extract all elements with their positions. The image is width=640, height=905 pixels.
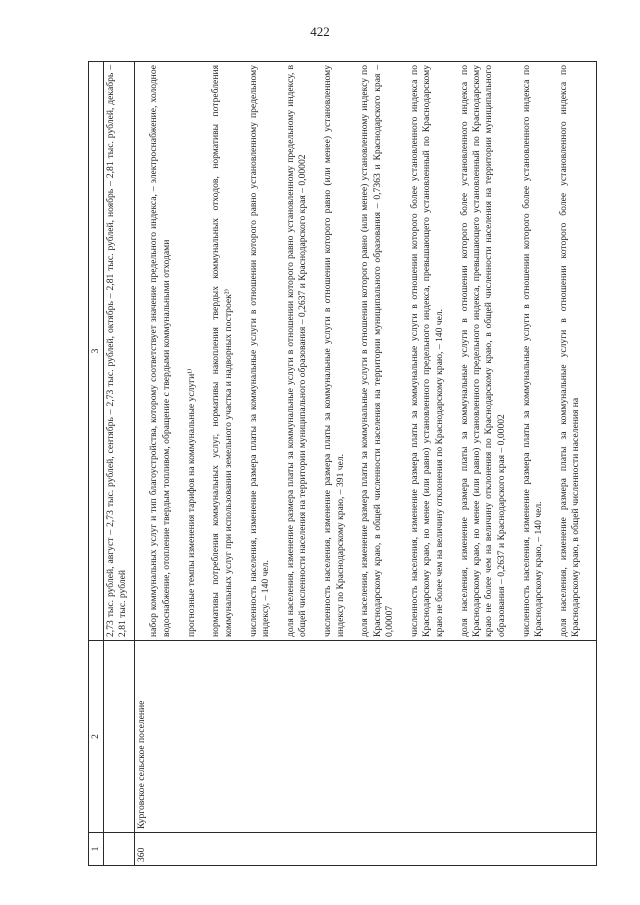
table-row xyxy=(135,62,597,866)
continuation-empty-1 xyxy=(104,833,135,866)
settlement-name: Курговское сельское поселение xyxy=(135,641,597,833)
description-paragraph: доля населения, изменение размера платы за коммунальные услуги в отношении которого более установленного индекса по Краснодарскому краю, в общей численности населения на xyxy=(557,65,582,637)
description-paragraph: доля населения, изменение размера платы за коммунальные услуги в отношении которого равно установленному предельному индексу, в общей численности населения на территории муниципального образования – 0,2637 и Краснодарского края – 0,00002 xyxy=(284,65,309,637)
description-paragraph: прогнозные темпы изменения тарифов на коммунальные услуги¹⁾ xyxy=(185,368,197,637)
description-paragraph: численность населения, изменение размера платы за коммунальные услуги в отношении которого равно (или менее) установленному индексу по Краснодарскому краю, – 391 чел. xyxy=(322,65,346,637)
header-col-2: 2 xyxy=(89,641,104,833)
description-paragraph: набор коммунальных услуг и тип благоустройства, которому соответствует значение предельного индекса, – электроснабжение, холодное водоснабжение, отопление твердым топливом, обращение с твердыми коммунальными отходами xyxy=(148,65,172,637)
description-paragraph: нормативы потребления коммунальных услуг, нормативы накопления твердых коммунальных отходов, нормативы потребления коммунальных услуг при использовании земельного участка и надворных построек²⁾ xyxy=(210,65,234,637)
header-col-3: 3 xyxy=(89,62,104,641)
table-row-continuation xyxy=(104,62,135,866)
page-number: 422 xyxy=(310,24,330,39)
continuation-empty-2 xyxy=(104,641,135,833)
table-header-row xyxy=(89,62,104,866)
description-paragraph: численность населения, изменение размера платы за коммунальные услуги в отношении которого более установленного индекса по Краснодарскому краю, но менее (или равно) установленного предельного индекса, превышающего установленный по Краснодарскому краю не более чем на величину отклонения по Краснодарскому краю, – 140 чел. xyxy=(408,65,445,637)
description-paragraph: доля населения, изменение размера платы за коммунальные услуги в отношении которого равно (или менее) установленному индексу по Краснодарскому краю, в общей численности населения на территории муниципального образования – 0,7363 и Краснодарского края – 0,00007 xyxy=(359,65,396,637)
data-table xyxy=(88,61,597,866)
row-description xyxy=(135,62,597,641)
continuation-text: 2,73 тыс. рублей, август – 2,73 тыс. рублей, сентябрь – 2,73 тыс. рублей, октябрь – 2,81 тыс. рублей, ноябрь – 2,81 тыс. рублей, декабрь – 2,81 тыс. рублей xyxy=(104,62,135,641)
header-col-1: 1 xyxy=(89,833,104,866)
rotated-table-container xyxy=(88,62,582,866)
description-paragraph: численность населения, изменение размера платы за коммунальные услуги в отношении которого равно установленному предельному индексу, – 140 чел. xyxy=(247,65,272,637)
row-number: 360 xyxy=(135,833,597,866)
description-paragraph: численность населения, изменение размера платы за коммунальные услуги в отношении которого более установленного индекса по Краснодарскому краю, – 140 чел. xyxy=(520,65,544,637)
description-paragraph: доля населения, изменение размера платы за коммунальные услуги в отношении которого более установленного индекса по Краснодарскому краю, но менее (или равно) установленного предельного индекса, превышающего установленный по Краснодарскому краю не более чем на величину отклонения по Краснодарскому краю, в общей численности населения на территории муниципального образования – 0,2637 и Краснодарского края – 0,00002 xyxy=(458,65,507,637)
